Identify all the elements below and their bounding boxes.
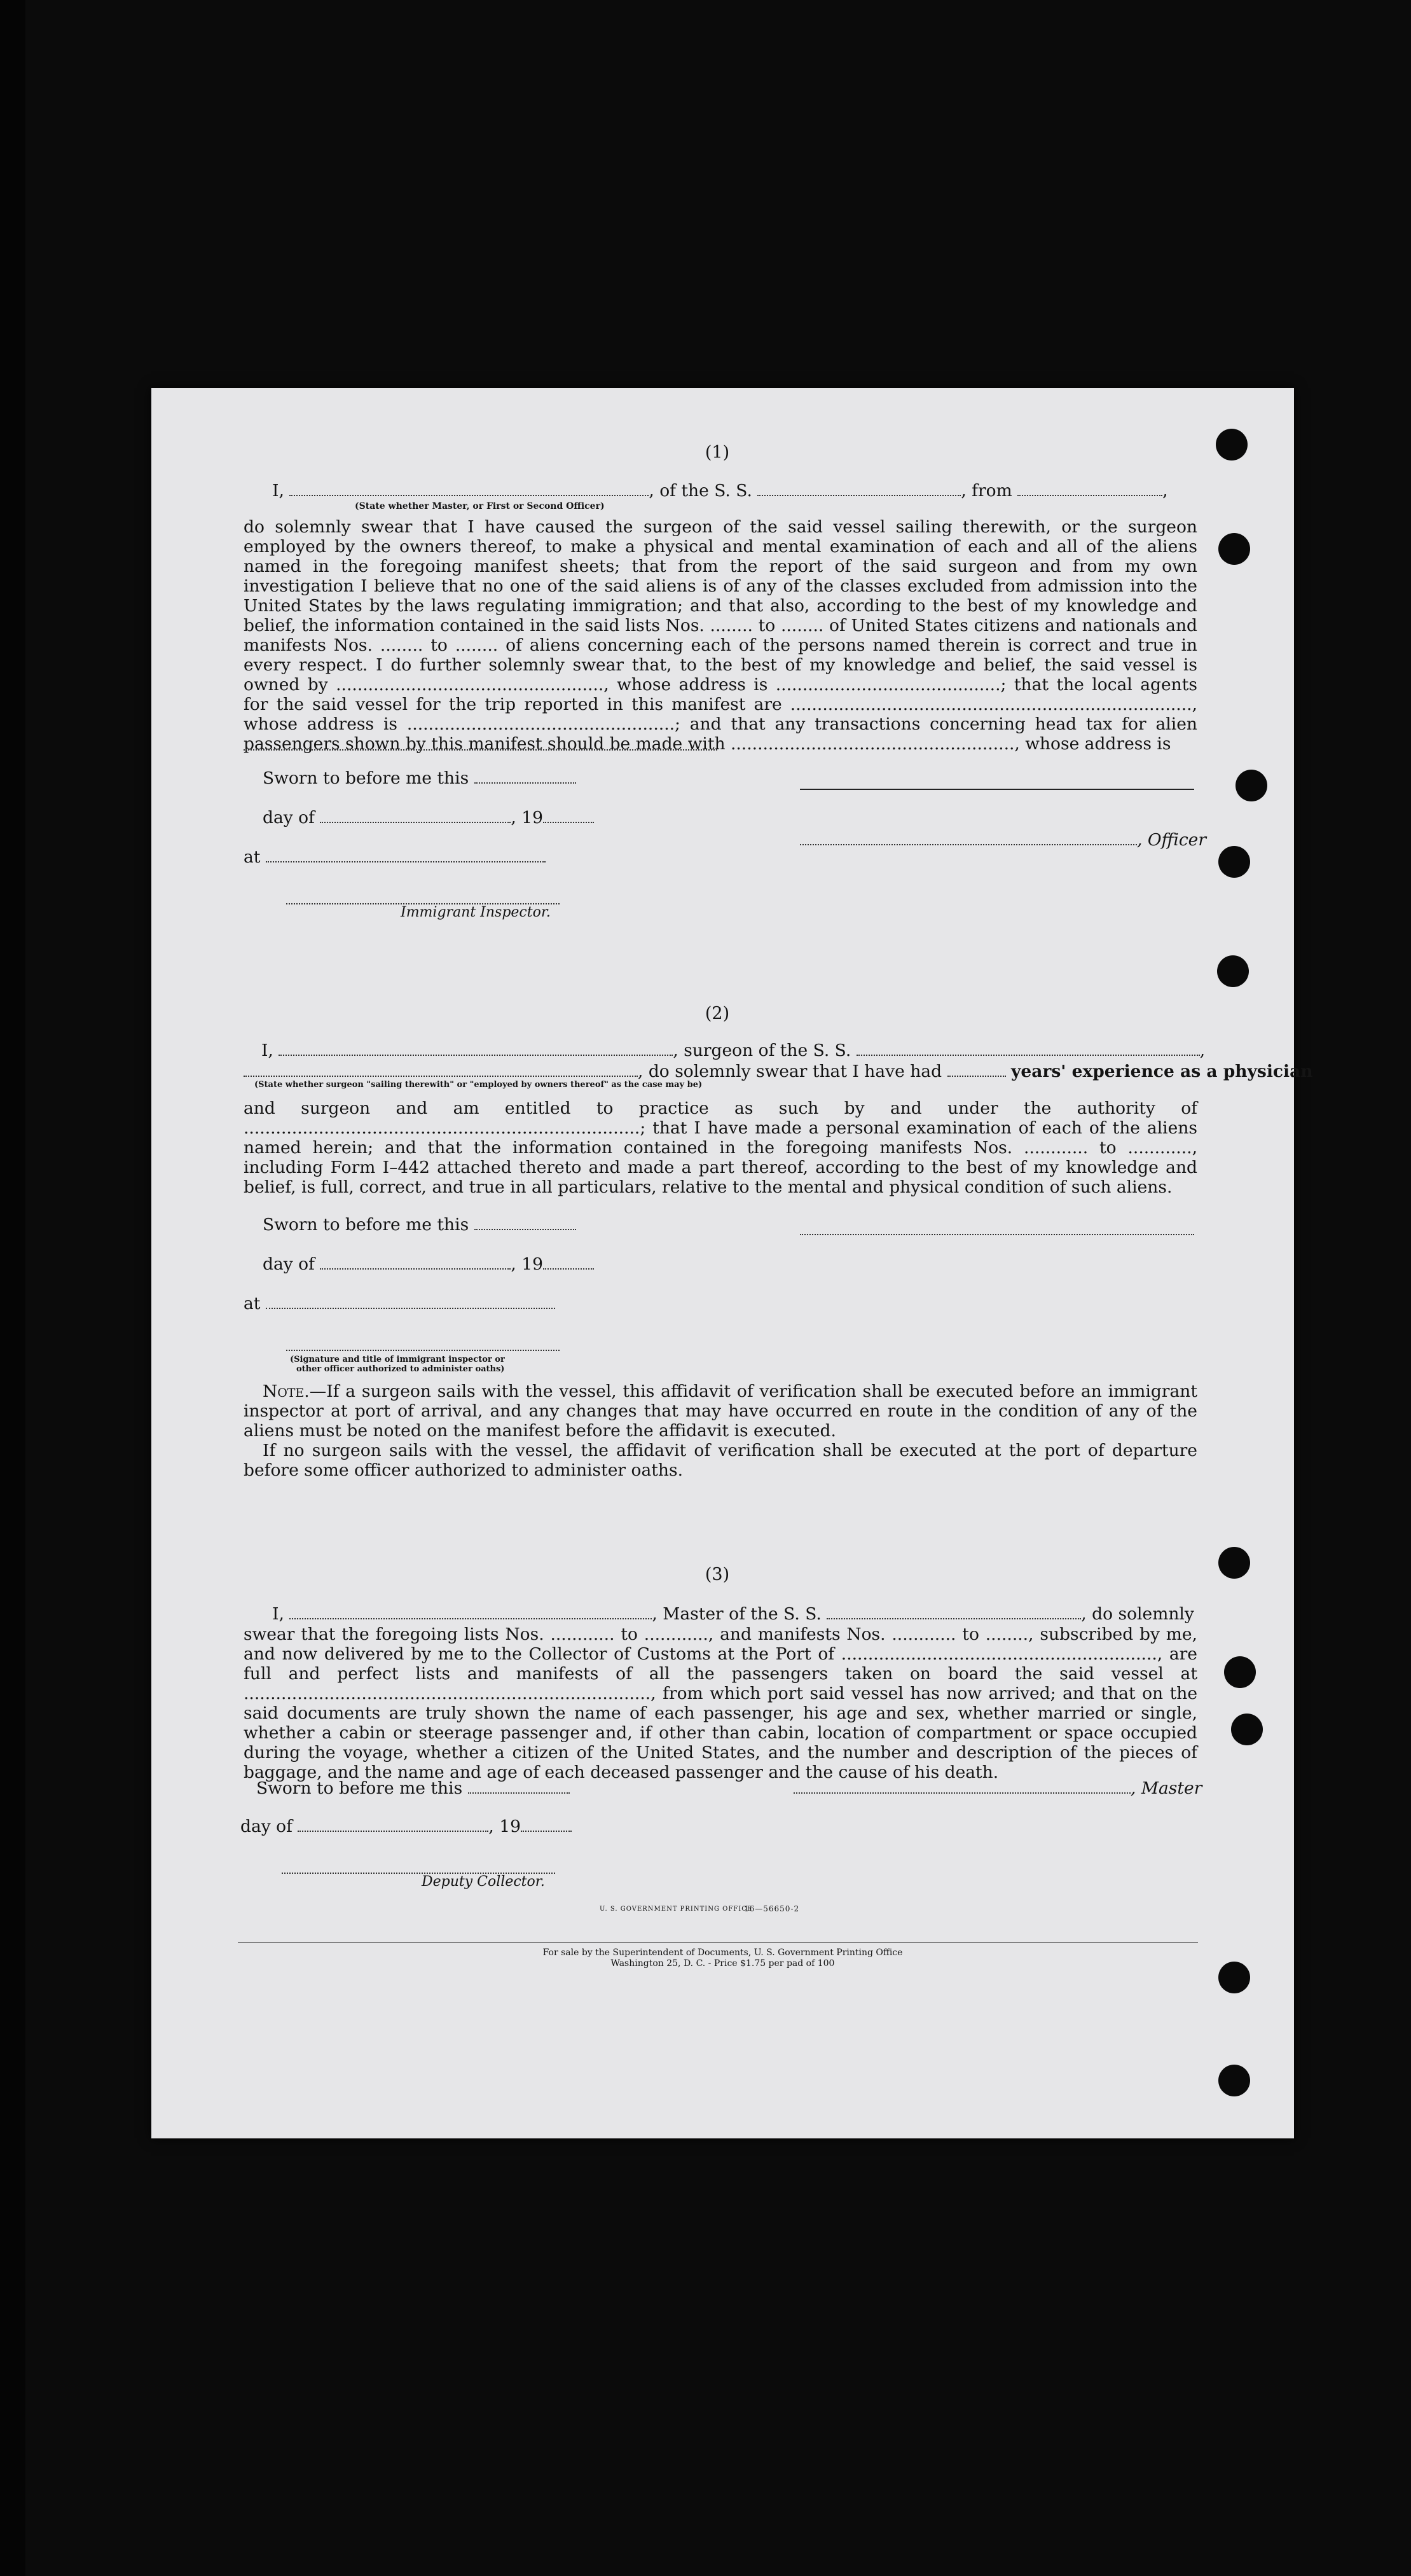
section-3-body: swear that the foregoing lists Nos. ............ to ............, and manifests Nos. ............ to ........, subscribed by me, and now delivered by me to the Collector of Customs at the Port of ..........................................................., are full and perfect lists and manifests of all the passengers taken on board the said vessel at ............................................................................, from which port said vessel has now arrived; and that on the said documents are truly shown the name of each passenger, his age and sex, whether married or single, whether a cabin or steerage passenger and, if other than cabin, location of compartment or space occupied during the voyage, whether a citizen of the United States, and the number and description of the pieces of baggage, and the name and age of each deceased passenger and the cause of his death. (244, 1624, 1197, 1782)
punch-hole-1 (1216, 429, 1248, 460)
section-2-second-line: , do solemnly swear that I have had years' experience as a physician (244, 1062, 1197, 1081)
section-1-number: (1) (705, 443, 730, 462)
manifest-affidavit-page (151, 388, 1313, 2138)
section-2-note: Note.—If a surgeon sails with the vessel, this affidavit of verification shall be executed before an immigrant inspector at port of arrival, and any changes that may have occurred en route in the condition of any of the aliens must be noted on the manifest before the affidavit is executed. (244, 1381, 1197, 1441)
section-1-sworn: Sworn to before me this (263, 768, 576, 788)
section-2-note-second: If no surgeon sails with the vessel, the affidavit of verification shall be executed at the port of departure before some officer authorized to administer oaths. (244, 1441, 1197, 1480)
deputy-collector-label: Deputy Collector. (422, 1874, 545, 1890)
footer-line-2: Washington 25, D. C. - Price $1.75 per pad of 100 (610, 1958, 835, 1969)
punch-hole-3 (1235, 770, 1267, 801)
section-2-day-of: day of , 19 (263, 1254, 594, 1274)
scan-border (0, 0, 25, 2576)
section-2-official-line (286, 1350, 560, 1351)
punch-hole-2 (1218, 533, 1250, 565)
section-3-number: (3) (705, 1565, 730, 1584)
section-1-first-line: I, , of the S. S. , from , (272, 481, 1168, 501)
signature-hint-1: (Signature and title of immigrant inspector or (290, 1355, 505, 1364)
signature-hint-2: other officer authorized to administer oaths) (296, 1364, 505, 1374)
punch-hole-10 (1218, 2065, 1250, 2096)
printing-office-imprint: U. S. GOVERNMENT PRINTING OFFICE (600, 1906, 753, 1913)
section-3-first-line: I, , Master of the S. S. , do solemnly (272, 1604, 1194, 1624)
form-code: 16—56650-2 (744, 1904, 800, 1913)
section-2-number: (2) (705, 1004, 730, 1023)
section-3-master: , Master (794, 1778, 1202, 1798)
section-2-body: and surgeon and am entitled to practice as such by and under the authority of ..........................................................................; that I have made a personal examination of each of the aliens named herein; and that the information contained in the foregoing manifests Nos. ............ to ............, including Form I–442 attached thereto and made a part thereof, according to the best of my knowledge and belief, is full, correct, and true in all particulars, relative to the mental and physical condition of such aliens. (244, 1098, 1197, 1197)
section-2-first-line: I, , surgeon of the S. S. , (261, 1041, 1206, 1060)
immigrant-inspector-label: Immigrant Inspector. (401, 904, 551, 920)
section-2-signature-line (800, 1234, 1194, 1235)
section-1-day-of: day of , 19 (263, 808, 594, 828)
punch-hole-4 (1218, 846, 1250, 878)
surgeon-hint: (State whether surgeon "sailing therewith" or "employed by owners thereof" as the case may be) (254, 1080, 703, 1090)
punch-hole-8 (1231, 1714, 1263, 1745)
section-1-at: at (244, 847, 546, 867)
punch-hole-6 (1218, 1547, 1250, 1579)
officer-hint: (State whether Master, or First or Second Officer) (355, 501, 605, 511)
section-2-at: at (244, 1294, 555, 1313)
section-3-sworn: Sworn to before me this (256, 1778, 570, 1798)
section-1-body: do solemnly swear that I have caused the surgeon of the said vessel sailing therewith, or the surgeon employed by the owners thereof, to make a physical and mental examination of each and all of the aliens named in the foregoing manifest sheets; that from the report of the said surgeon and from my own investigation I believe that no one of the said aliens is of any of the classes excluded from admission into the United States by the laws regulating immigration; and that also, according to the best of my knowledge and belief, the information contained in the said lists Nos. ........ to ........ of United States citizens and nationals and manifests Nos. ........ to ........ of aliens concerning each of the persons named therein is correct and true in every respect. I do further solemnly swear that, to the best of my knowledge and belief, the said vessel is owned by .................................................., whose address is ..........................................; that the local agents for the said vessel for the trip reported in this manifest are ..........................................................................., whose address is ..................................................; and that any transactions concerning head tax for alien passengers shown by this manifest should be made with ....................................................., whose address is (244, 517, 1197, 754)
footer-sale-notice (151, 1948, 1294, 1969)
footer-line-1: For sale by the Superintendent of Documents, U. S. Government Printing Office (542, 1948, 903, 1958)
punch-hole-5 (1217, 955, 1249, 987)
section-1-address-line (244, 749, 717, 751)
footer-divider (238, 1942, 1198, 1943)
punch-hole-7 (1224, 1656, 1256, 1688)
section-1-officer: , Officer (800, 830, 1206, 850)
section-3-day-of: day of , 19 (240, 1817, 572, 1836)
section-2-sworn: Sworn to before me this (263, 1215, 576, 1235)
section-1-signature-line (800, 789, 1194, 790)
